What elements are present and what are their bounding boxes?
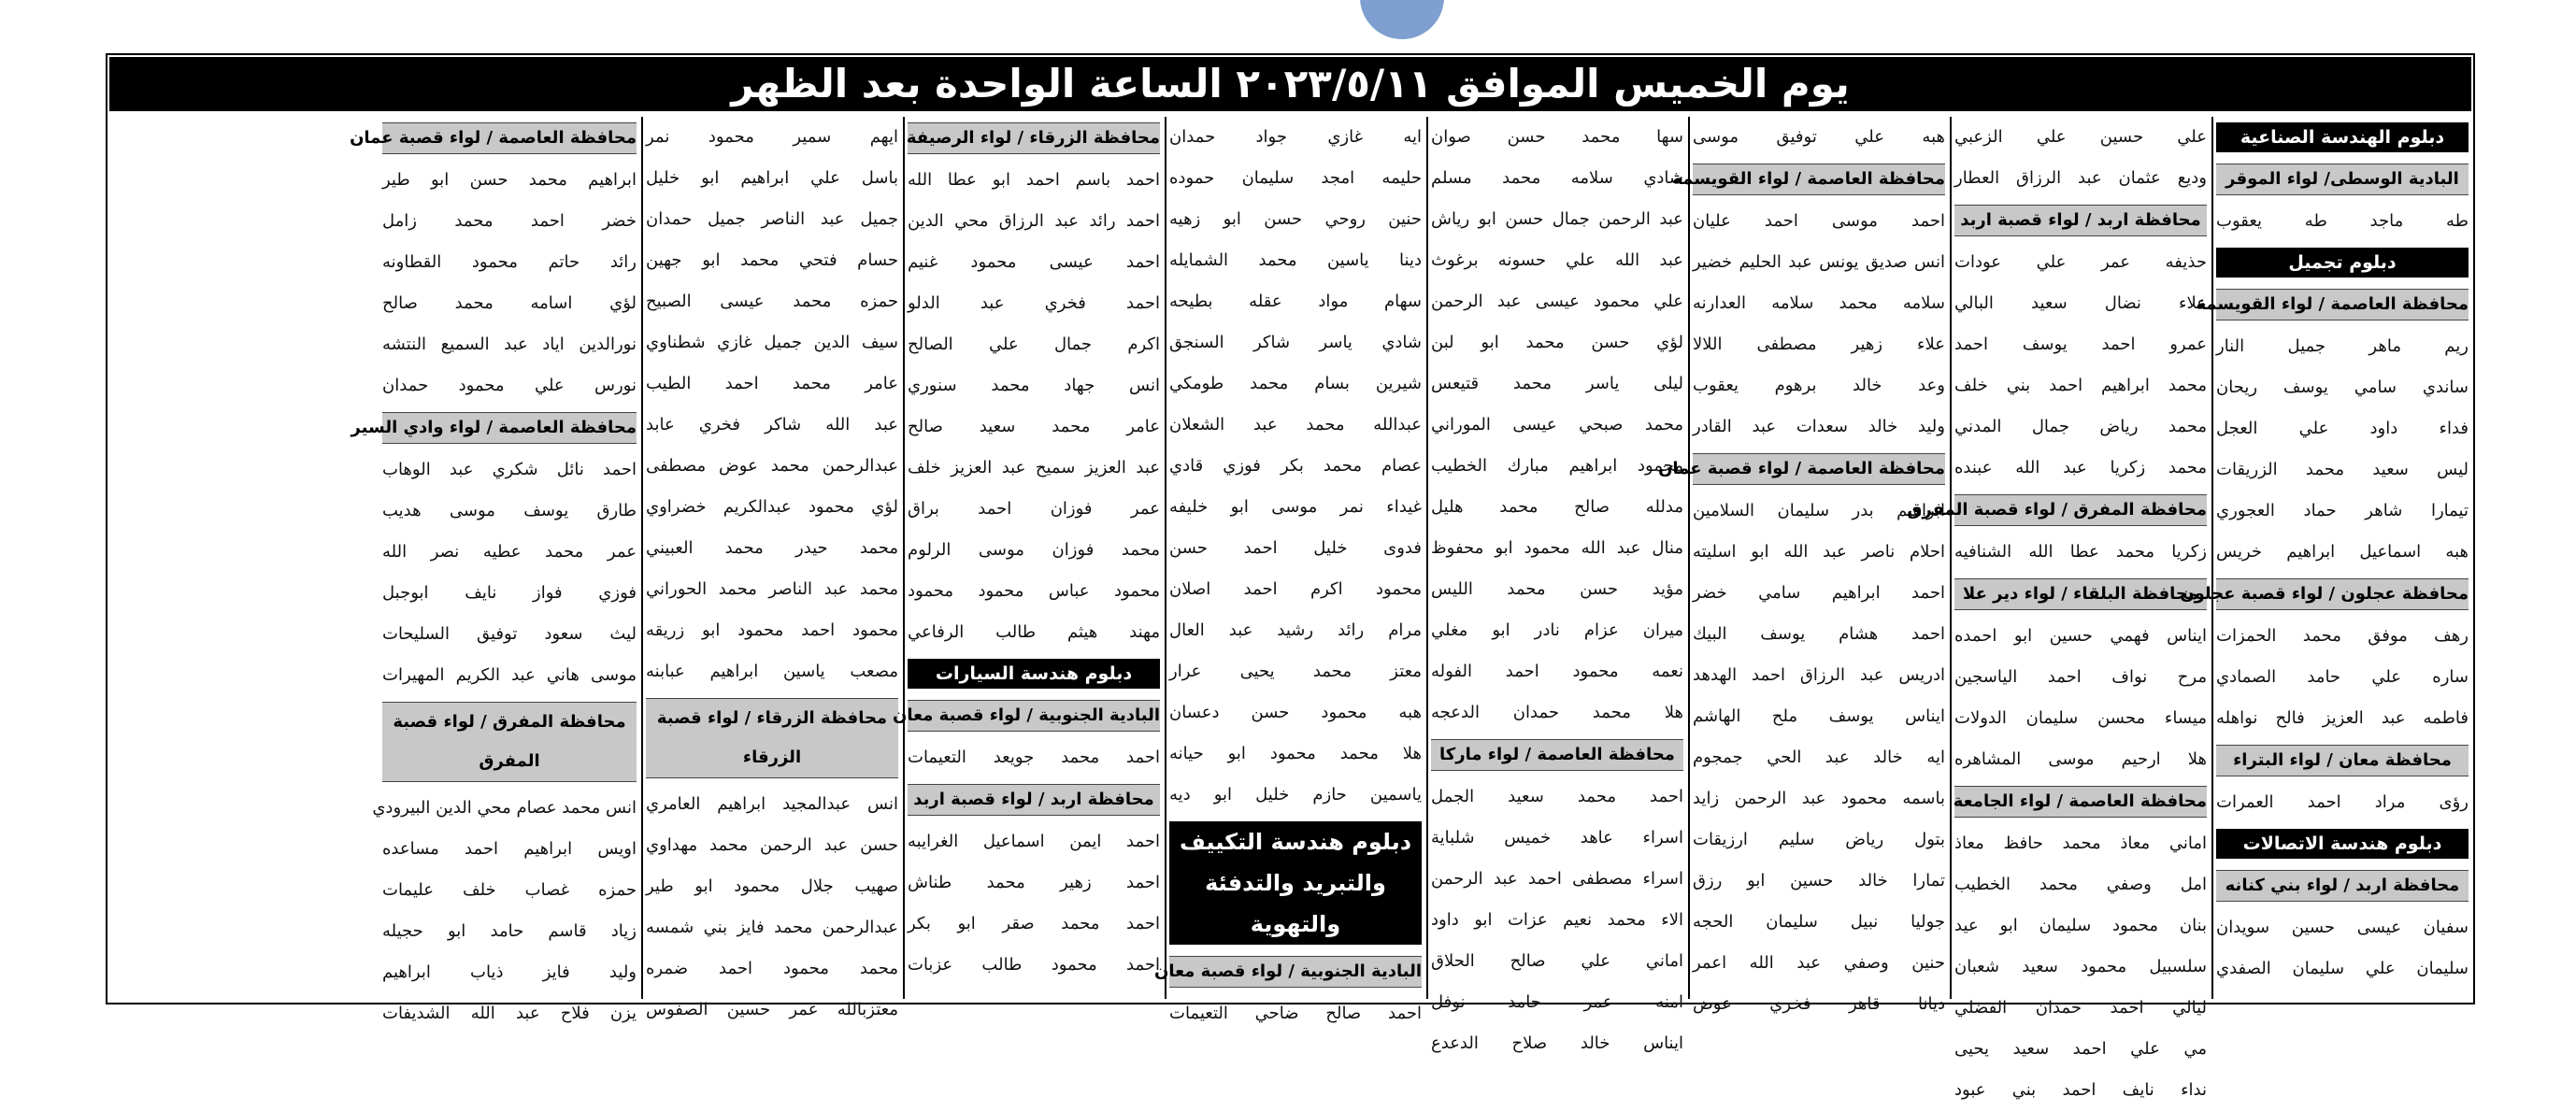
student-name: موسى هاني عبد الكريم المهيرات <box>382 665 637 685</box>
column-6 <box>892 117 1163 999</box>
region-subheading: محافظة العاصمة / لواء قصبة عمان <box>382 122 637 154</box>
region-subheading: محافظة اربد / لواء قصبة اربد <box>908 784 1160 816</box>
student-name: محمد زكريا عبد الله عبنده <box>1954 458 2207 477</box>
student-name: لؤي محمود عبدالكريم خضراوي <box>646 497 898 517</box>
student-name: ميران عزام نادر ابو مغلي <box>1431 620 1683 640</box>
student-name: معتز محمد يحيى عرار <box>1169 662 1422 681</box>
student-name: ايه خالد عبد الحي جمجوم <box>1693 748 1945 767</box>
student-name: سهام مواد عقله بطيحه <box>1169 292 1422 311</box>
name-columns <box>109 117 2471 1100</box>
student-name: شادي سلامه محمد مسلم <box>1431 168 1683 188</box>
student-name: جميل عبد الناصر جميل حمدان <box>646 209 898 229</box>
student-name: علي حسين علي الزعبي <box>1954 127 2207 147</box>
student-name: رائد حاتم محمود القطاونه <box>382 252 637 272</box>
student-name: وعد خالد برهوم يعقوب <box>1693 376 1945 395</box>
student-name: شادي ياسر شاكر السنجق <box>1169 333 1422 352</box>
student-name: عبدالرحمن محمد فايز بني شمسه <box>646 918 898 937</box>
student-name: انس محمد عصام محي الدين البيرودي <box>372 798 637 818</box>
student-name: احمد صالح ضاحي التعيمات <box>1169 1004 1422 1023</box>
student-name: احمد محمد سعيد الجمل <box>1431 787 1683 806</box>
student-name: ديانا قاهر فخري عوض <box>1693 994 1945 1014</box>
student-name: باسل علي ابراهيم ابو خليل <box>646 168 898 188</box>
student-name: غيداء نمر موسى ابو خليفه <box>1169 497 1422 517</box>
student-name: سيف الدين جميل غازي شطناوي <box>646 333 898 352</box>
section-heading: دبلوم هندسة التكييف والتبريد والتدفئة والتهوية <box>1169 821 1422 945</box>
student-name: فدوى خليل احمد حسن <box>1169 538 1422 558</box>
student-name: باسمه محمود عبد الرحمن زايد <box>1693 789 1945 808</box>
student-name: عمرو احمد يوسف احمد <box>1954 335 2207 354</box>
student-name: احمد ايمن اسماعيل الغرايبه <box>908 832 1160 851</box>
student-name: عامر محمد سعيد صالح <box>908 417 1160 436</box>
student-name: محمود ابراهيم مبارك الخطيب <box>1431 456 1683 476</box>
student-name: خضر احمد محمد زامل <box>382 211 637 231</box>
student-name: احمد محمد صقر ابو بكر <box>908 914 1160 933</box>
student-name: انس عبدالمجيد ابراهيم العامري <box>646 794 898 814</box>
region-subheading: محافظة المفرق / لواء قصبة المفرق <box>382 702 637 782</box>
student-name: علاء زهير مصطفى اللالا <box>1693 335 1945 354</box>
region-subheading: محافظة الزرقاء / لواء قصبة الزرقاء <box>646 698 898 778</box>
region-subheading: محافظة المفرق / لواء قصبة المفرق <box>1954 494 2207 526</box>
student-name: محمد محمود احمد ضمره <box>646 959 898 978</box>
student-name: زكريا محمد عطا الله الشنافيه <box>1954 542 2207 562</box>
column-8 <box>350 117 639 1023</box>
region-subheading: محافظة الزرقاء / لواء الرصيفة <box>908 122 1160 154</box>
student-name: هبه محمود حسن دعسان <box>1169 703 1422 722</box>
student-name: سلسبيل محمود سعيد شعبان <box>1954 957 2207 976</box>
column-4 <box>1426 117 1686 1053</box>
student-name: هلا محمد حمدان الدعجه <box>1431 703 1683 722</box>
region-subheading: البادية الجنوبية / لواء قصبة معان <box>1169 956 1422 988</box>
student-name: دينا ياسين محمد الشمايله <box>1169 250 1422 270</box>
student-name: نورس علي محمود حمدان <box>382 376 637 395</box>
student-name: الاء محمد نعيم عزات ابو داود <box>1431 910 1683 930</box>
student-name: سليمان علي سليمان الصفدي <box>2216 959 2469 978</box>
student-name: منال عبد الله محمود ابو محفوظ <box>1431 538 1683 558</box>
student-name: ايناس خالد صلاح الدعدع <box>1431 1033 1683 1053</box>
student-name: محمد صبحي عيسى الموراني <box>1431 415 1683 434</box>
student-name: عامر محمد احمد الطيب <box>646 374 898 393</box>
student-name: ادريس عبد الرزاق احمد الهدهد <box>1693 665 1945 685</box>
region-subheading: البادية الجنوبية / لواء قصبة معان <box>908 700 1160 732</box>
student-name: ابراهيم محمد حسن ابو طير <box>382 170 637 190</box>
student-name: فوزي فواز نايف ابوجبل <box>382 583 637 603</box>
student-name: انس صديق يونس عبد الحليم خضير <box>1693 252 1945 272</box>
student-name: جوليا نبيل سليمان الحجه <box>1693 912 1945 932</box>
student-name: فداء داود علي العجل <box>2216 419 2469 438</box>
student-name: علي محمود عيسى عبد الرحمن <box>1431 292 1683 311</box>
student-name: اسراء مصطفى احمد عبد الرحمن <box>1431 869 1683 889</box>
student-name: عمر محمد عطيه نصر الله <box>382 542 637 562</box>
student-name: هبه اسماعيل ابراهيم خريس <box>2216 542 2469 562</box>
student-name: ايناس يوسف ملح الهاشم <box>1693 706 1945 726</box>
student-name: احمد هشام يوسف البيك <box>1693 624 1945 644</box>
student-name: محمود احمد محمود ابو زريقه <box>646 620 898 640</box>
student-name: هلا ارحيم موسى المشاهره <box>1954 749 2207 769</box>
region-subheading: محافظة العاصمة / لواء وادي السير <box>382 412 637 444</box>
student-name: حنين وصفي عبد الله اعمر <box>1693 953 1945 973</box>
student-name: نعمه محمود احمد الفوله <box>1431 662 1683 681</box>
student-name: لؤي اسامه محمد صالح <box>382 293 637 313</box>
student-name: ايناس فهمي حسين ابو احمده <box>1954 626 2207 646</box>
student-name: مهند هيثم طالب الرفاعي <box>908 622 1160 642</box>
student-name: بنان محمود سليمان ابو عيد <box>1954 916 2207 935</box>
student-name: صهيب جلال محمود ابو طير <box>646 876 898 896</box>
student-name: ايه غازي جواد حمدان <box>1169 127 1422 147</box>
student-name: محمد ابراهيم احمد بني خلف <box>1954 376 2207 395</box>
student-name: احمد موسى احمد عليان <box>1693 211 1945 231</box>
student-name: حليمه امجد سليمان حموده <box>1169 168 1422 188</box>
student-name: حمزه محمد عيسى الصبيح <box>646 292 898 311</box>
student-name: طارق يوسف موسى هديب <box>382 501 637 520</box>
student-name: سفيان عيسى حسين سويدان <box>2216 918 2469 937</box>
student-name: ليس سعيد محمد الزريقات <box>2216 460 2469 479</box>
student-name: اماني علي صالح الحلاق <box>1431 951 1683 971</box>
announcement-frame <box>106 53 2475 1100</box>
student-name: حذيفه عمر علي عودات <box>1954 252 2207 272</box>
student-name: ريم ماهر جميل النار <box>2216 336 2469 356</box>
student-name: عبد العزيز سميح عبد العزيز خلف <box>908 458 1160 477</box>
student-name: تمارا خالد حسين ابو رزق <box>1693 871 1945 890</box>
student-name: عمر فوزان احمد براق <box>908 499 1160 519</box>
student-name: ليلى ياسر محمد قتيعس <box>1431 374 1683 393</box>
student-name: رؤى مراد احمد العمرات <box>2216 792 2469 812</box>
student-name: ليالي احمد حمدان الفضلي <box>1954 998 2207 1018</box>
student-name: مصعب ياسين ابراهيم عبابنه <box>646 662 898 681</box>
student-name: امل وصفي محمد الخطيب <box>1954 875 2207 894</box>
column-2 <box>1907 117 2210 1100</box>
student-name: حسام فتحي محمد ابو جهين <box>646 250 898 270</box>
student-name: يزن فلاح عبد الله الشديفات <box>382 1004 637 1023</box>
student-name: تيمارا شاهر حماد العجوري <box>2216 501 2469 520</box>
student-name: محمد حيدر محمد العبيني <box>646 538 898 558</box>
section-heading: دبلوم هندسة السيارات <box>908 659 1160 689</box>
student-name: ليث سعود توفيق السليحات <box>382 624 637 644</box>
student-name: احمد محمود طالب عزبات <box>908 955 1160 975</box>
student-name: طه ماجد طه يعقوب <box>2216 211 2469 231</box>
student-name: احمد رائد عبد الرزاق محي الدين <box>908 211 1160 231</box>
student-name: محمود اكرم احمد اصلان <box>1169 579 1422 599</box>
region-subheading: محافظة العاصمة / لواء قصبة عمان <box>1693 453 1945 485</box>
student-name: هبه علي توفيق موسى <box>1693 127 1945 147</box>
region-subheading: محافظة العاصمة / لواء ماركا <box>1431 739 1683 771</box>
student-name: بتول رياض سليم ارزيقات <box>1693 830 1945 849</box>
student-name: اويس ابراهيم احمد مساعده <box>382 839 637 859</box>
student-name: نداء نايف احمد بني عبود <box>1954 1080 2207 1100</box>
student-name: انس جهاد محمد سنوري <box>908 376 1160 395</box>
student-name: احمد ابراهيم سامي خضر <box>1693 583 1945 603</box>
student-name: ابراهيم بدر سليمان السلامين <box>1693 501 1945 520</box>
region-subheading: محافظة العاصمة / لواء القويسمة <box>2216 289 2469 320</box>
student-name: لؤي حسن محمد ابو لبن <box>1431 333 1683 352</box>
section-heading: دبلوم هندسة الاتصالات <box>2216 829 2469 859</box>
student-name: احمد عيسى محمود غنيم <box>908 252 1160 272</box>
section-heading: دبلوم الهندسة الصناعية <box>2216 122 2469 152</box>
student-name: حسن عبد الرحمن محمد مهداوي <box>646 835 898 855</box>
column-3 <box>1658 117 1948 1014</box>
student-name: ايهم سمير محمود نمر <box>646 127 898 147</box>
student-name: احمد نائل شكري عبد الوهاب <box>382 460 637 479</box>
student-name: مرح نواف احمد الياسجين <box>1954 667 2207 687</box>
student-name: محمود عباس محمود محمود <box>908 581 1160 601</box>
section-heading: دبلوم تجميل <box>2216 248 2469 278</box>
student-name: اسراء عاهد خميس شلباية <box>1431 828 1683 847</box>
student-name: عبد الله علي حسونه برغوث <box>1431 250 1683 270</box>
student-name: مدلله صالح محمد هليل <box>1431 497 1683 517</box>
student-name: حنين روحي حسن ابو زهيه <box>1169 209 1422 229</box>
student-name: عصام محمد بكر فوزي قادي <box>1169 456 1422 476</box>
column-1 <box>2180 117 2471 999</box>
student-name: وليد خالد سعدات عبد القادر <box>1693 417 1945 436</box>
student-name: زياد قاسم حامد ابو حجيله <box>382 921 637 941</box>
student-name: مي علي احمد سعيد يحيى <box>1954 1039 2207 1059</box>
student-name: نورالدين اياد عبد السميع النتشه <box>382 335 637 354</box>
student-name: شيرين بسام محمد طومكي <box>1169 374 1422 393</box>
column-7 <box>641 117 901 1019</box>
region-subheading: محافظة البلقاء / لواء دير علا <box>1954 578 2207 610</box>
student-name: احمد فخري عبد الدلو <box>908 293 1160 313</box>
student-name: عبدالله محمد عبد الشعلان <box>1169 415 1422 434</box>
student-name: معتزبالله عمر حسين الصفوس <box>646 1000 898 1019</box>
student-name: هلا محمد محمود ابو حيانه <box>1169 744 1422 763</box>
student-name: امنه عمر حامد نوفل <box>1431 992 1683 1012</box>
student-name: محمد عبد الناصر محمد الحوراني <box>646 579 898 599</box>
date-banner: يوم الخميس الموافق ٢٠٢٣/٥/١١ الساعة الواحدة بعد الظهر <box>109 57 2471 111</box>
student-name: اماني معاذ محمد حافظ معاذ <box>1954 833 2207 853</box>
student-name: ساندي سامي يوسف ريحان <box>2216 377 2469 397</box>
student-name: مؤيد حسن محمد الليس <box>1431 579 1683 599</box>
student-name: ساره علي حامد الصمادي <box>2216 667 2469 687</box>
student-name: سلامه محمد سلامه العدارنه <box>1693 293 1945 313</box>
student-name: حمزه غصاب خلف عليمات <box>382 880 637 900</box>
region-subheading: محافظة عجلون / لواء قصبة عجلون <box>2216 578 2469 610</box>
student-name: محمد فوزان موسى الرلوم <box>908 540 1160 560</box>
student-name: محمد رياض جمال المدني <box>1954 417 2207 436</box>
student-name: سها محمد حسن صوان <box>1431 127 1683 147</box>
student-name: احمد محمد جويعد التعيمات <box>908 748 1160 767</box>
student-name: وديع عثمان عبد الرزاق العطار <box>1954 168 2207 188</box>
student-name: احمد زهير محمد طناش <box>908 873 1160 892</box>
decorative-circle <box>1360 0 1444 39</box>
student-name: رهف موفق محمد الحمزات <box>2216 626 2469 646</box>
region-subheading: محافظة العاصمة / لواء القويسمة <box>1693 164 1945 195</box>
student-name: فاطمه عبد العزيز فالح نواهله <box>2216 708 2469 728</box>
region-subheading: محافظة معان / لواء البتراء <box>2216 745 2469 776</box>
student-name: اكرم جمال علي الصالح <box>908 335 1160 354</box>
student-name: مرام رائد رشيد عبد العال <box>1169 620 1422 640</box>
region-subheading: محافظة اربد / لواء قصبة اربد <box>1954 205 2207 236</box>
column-5 <box>1153 117 1424 1023</box>
student-name: احلام ناصر عبد الله ابو اسليته <box>1693 542 1945 562</box>
student-name: عبد الله شاكر فخري عابد <box>646 415 898 434</box>
student-name: عبد الرحمن جمال حسن ابو رياش <box>1431 209 1683 229</box>
student-name: وليد فايز ذياب ابراهيم <box>382 962 637 982</box>
region-subheading: البادية الوسطى/ لواء الموقر <box>2216 164 2469 195</box>
region-subheading: محافظة العاصمة / لواء الجامعة <box>1954 786 2207 818</box>
student-name: ميساء محسن سليمان الدولات <box>1954 708 2207 728</box>
student-name: ياسمين حازم خليل ابو ديه <box>1169 785 1422 805</box>
student-name: احمد باسم احمد ابو عطا الله <box>908 170 1160 190</box>
region-subheading: محافظة اربد / لواء بني كنانه <box>2216 870 2469 902</box>
student-name: علاء نضال سعيد البالي <box>1954 293 2207 313</box>
student-name: عبدالرحمن محمد عوض مصطفى <box>646 456 898 476</box>
